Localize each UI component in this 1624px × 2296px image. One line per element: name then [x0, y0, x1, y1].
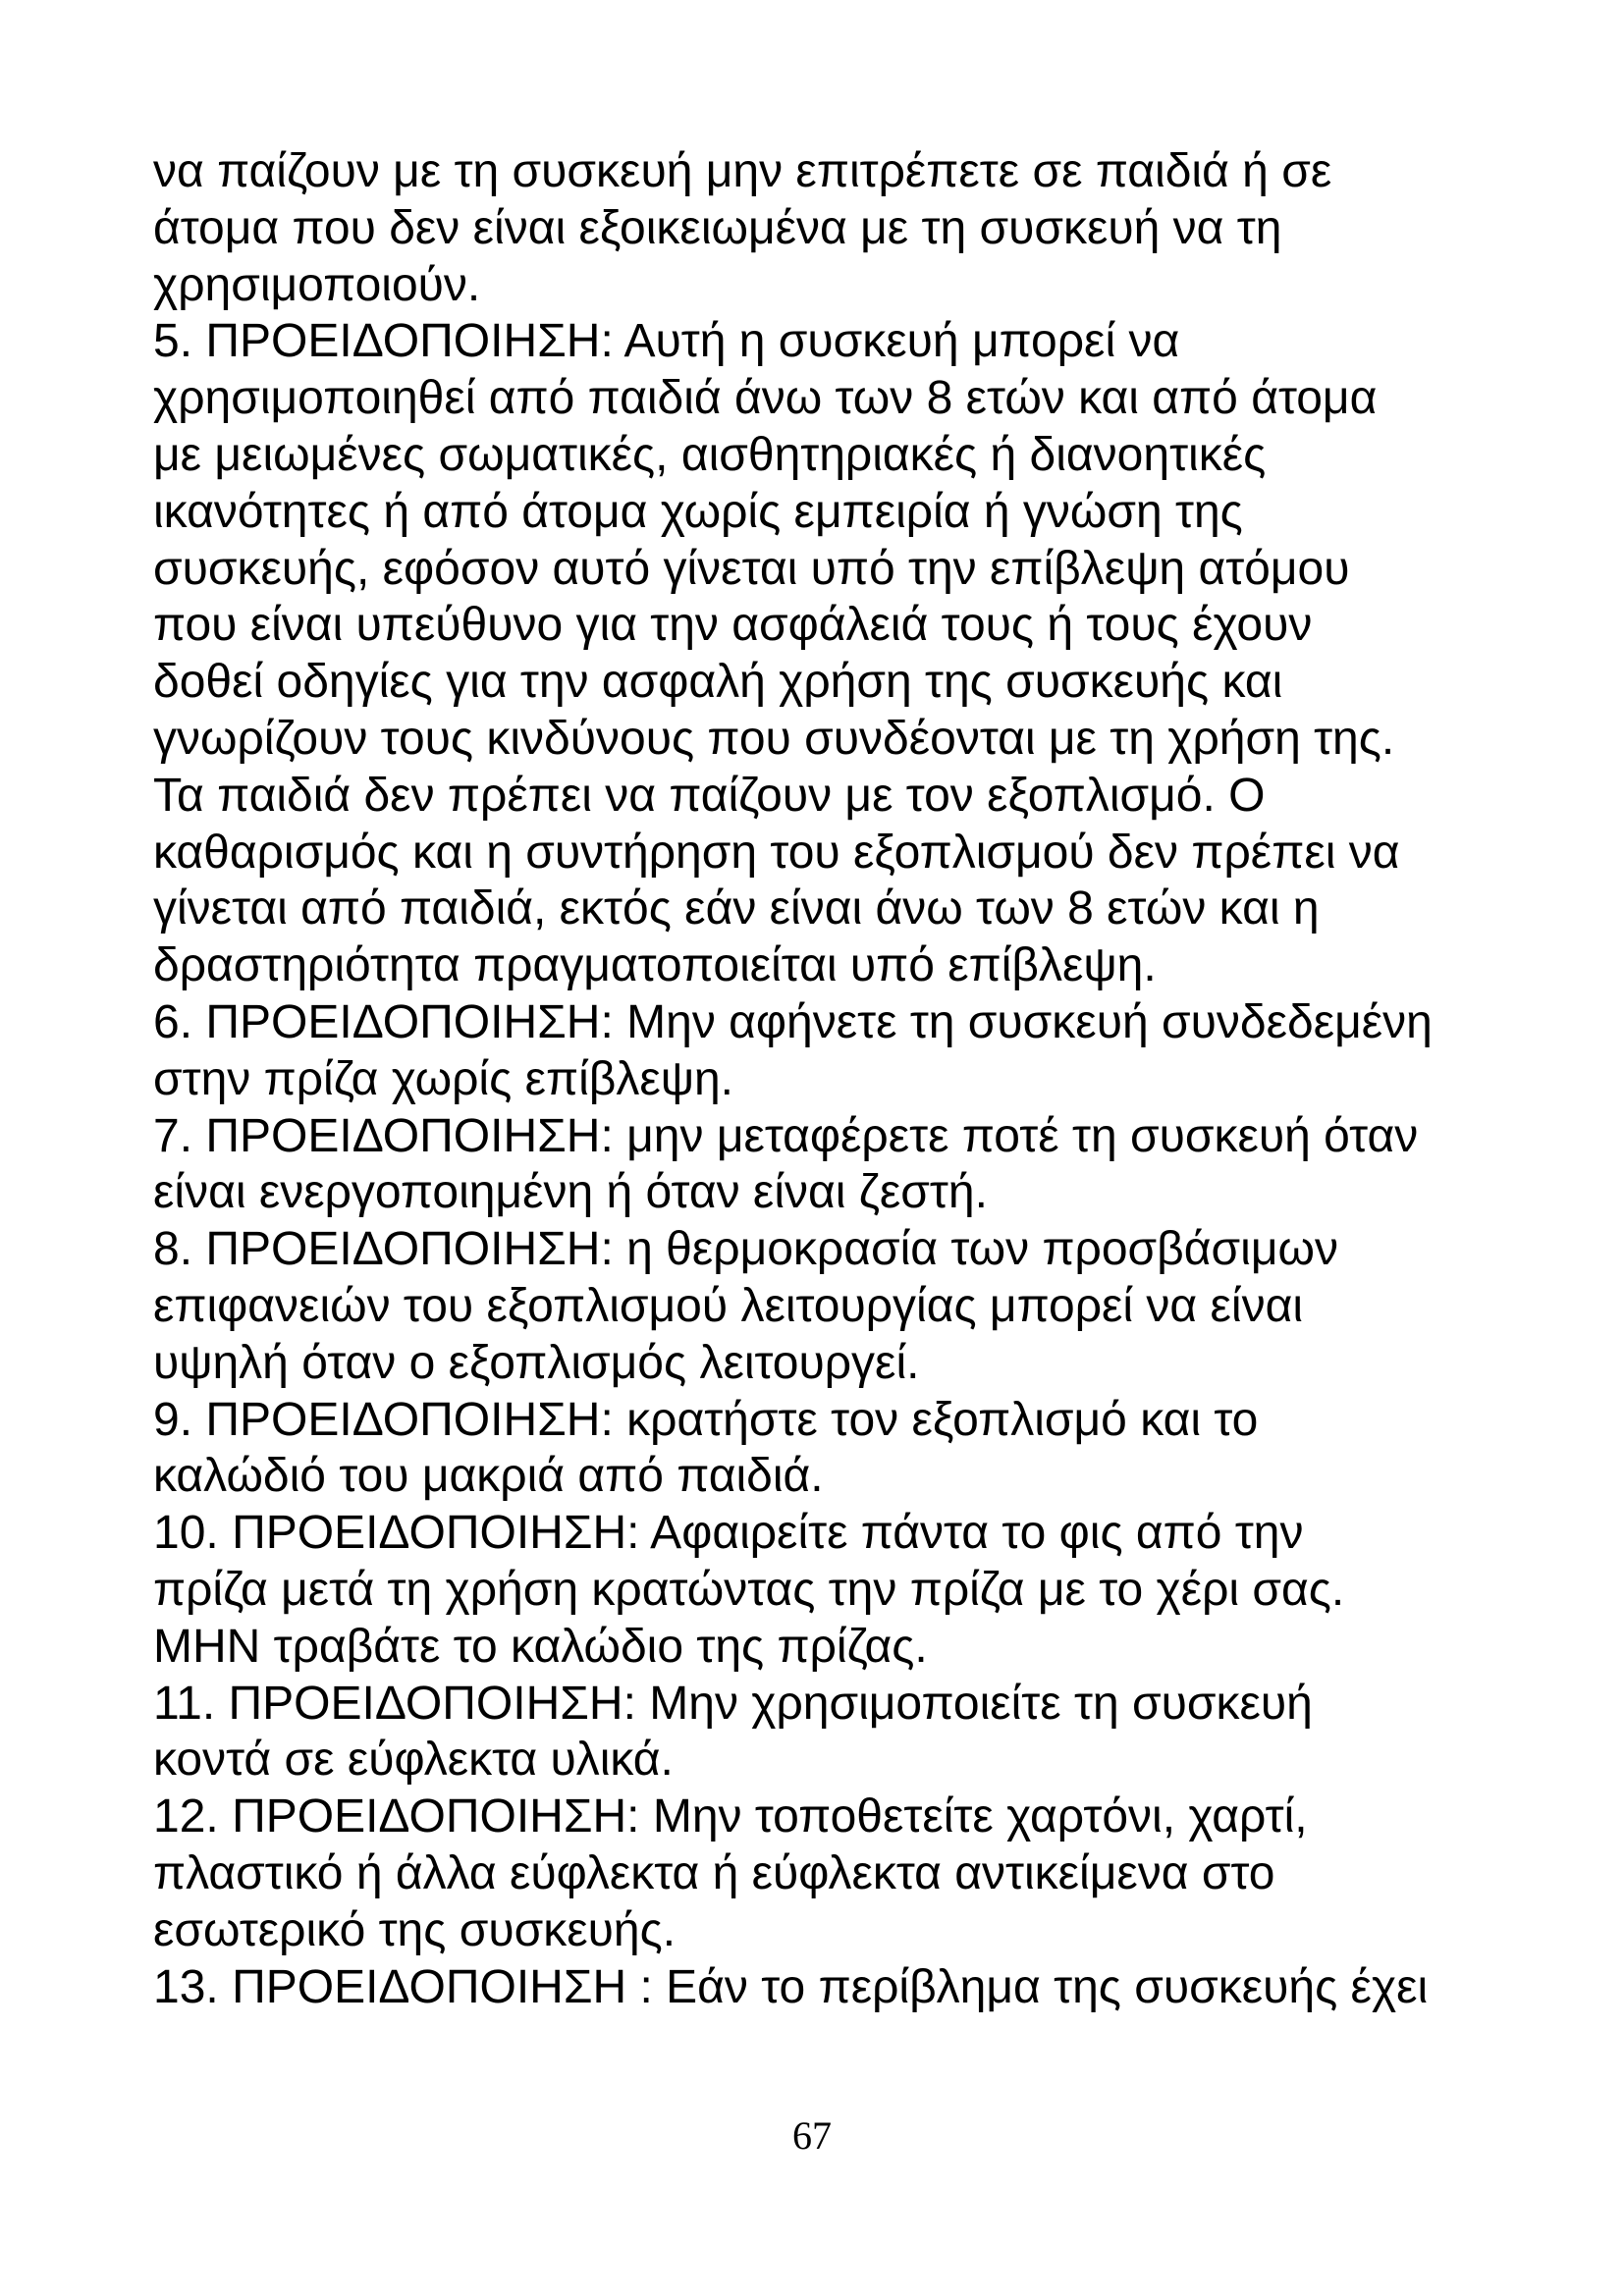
text-line: στην πρίζα χωρίς επίβλεψη. — [153, 1052, 733, 1105]
text-line: επιφανειών του εξοπλισμού λειτουργίας μπορεί να είναι — [153, 1279, 1303, 1332]
text-line: κοντά σε εύφλεκτα υλικά. — [153, 1734, 674, 1787]
warning-5-heading-line: 5. ΠΡΟΕΙΔΟΠΟΙΗΣΗ: Αυτή η συσκευή μπορεί να — [153, 315, 1180, 368]
warning-12-heading-line: 12. ΠΡΟΕΙΔΟΠΟΙΗΣΗ: Μην τοποθετείτε χαρτόνι, χαρτί, — [153, 1790, 1308, 1843]
text-line: που είναι υπεύθυνο για την ασφάλειά τους ή τους έχουν — [153, 599, 1313, 652]
text-line: εσωτερικό της συσκευής. — [153, 1903, 677, 1956]
text-line: χρησιμοποιούν. — [153, 258, 481, 311]
text-line: καλώδιό του μακριά από παιδιά. — [153, 1450, 824, 1503]
page-number: 67 — [792, 2113, 832, 2158]
text-line: συσκευής, εφόσον αυτό γίνεται υπό την επίβλεψη ατόμου — [153, 542, 1350, 595]
text-line: είναι ενεργοποιημένη ή όταν είναι ζεστή. — [153, 1166, 988, 1219]
warning-13-heading-line: 13. ΠΡΟΕΙΔΟΠΟΙΗΣΗ : Εάν το περίβλημα της συσκευής έχει — [153, 1960, 1429, 2013]
text-line: πρίζα μετά τη χρήση κρατώντας την πρίζα με το χέρι σας. — [153, 1563, 1345, 1616]
warning-7-heading-line: 7. ΠΡΟΕΙΔΟΠΟΙΗΣΗ: μην μεταφέρετε ποτέ τη συσκευή όταν — [153, 1109, 1419, 1162]
text-line: πλαστικό ή άλλα εύφλεκτα ή εύφλεκτα αντικείμενα στο — [153, 1846, 1275, 1899]
warning-9-heading-line: 9. ΠΡΟΕΙΔΟΠΟΙΗΣΗ: κρατήστε τον εξοπλισμό και το — [153, 1393, 1259, 1446]
text-line: δοθεί οδηγίες για την ασφαλή χρήση της συσκευής και — [153, 656, 1283, 709]
text-line: άτομα που δεν είναι εξοικειωμένα με τη συσκευή να τη — [153, 201, 1282, 254]
text-line: ικανότητες ή από άτομα χωρίς εμπειρία ή γνώση της — [153, 485, 1243, 538]
text-line: υψηλή όταν ο εξοπλισμός λειτουργεί. — [153, 1336, 920, 1389]
body-text — [153, 143, 1547, 2015]
text-line: γνωρίζουν τους κινδύνους που συνδέονται με τη χρήση της. — [153, 712, 1395, 765]
warning-8-heading-line: 8. ΠΡΟΕΙΔΟΠΟΙΗΣΗ: η θερμοκρασία των προσβάσιμων — [153, 1223, 1338, 1276]
warning-6-heading-line: 6. ΠΡΟΕΙΔΟΠΟΙΗΣΗ: Μην αφήνετε τη συσκευή συνδεδεμένη — [153, 995, 1433, 1048]
text-line: γίνεται από παιδιά, εκτός εάν είναι άνω των 8 ετών και η — [153, 882, 1320, 935]
text-line: ΜΗΝ τραβάτε το καλώδιο της πρίζας. — [153, 1620, 928, 1673]
text-line: δραστηριότητα πραγματοποιείται υπό επίβλεψη. — [153, 939, 1157, 992]
text-line: με μειωμένες σωματικές, αισθητηριακές ή διανοητικές — [153, 428, 1267, 481]
warning-10-heading-line: 10. ΠΡΟΕΙΔΟΠΟΙΗΣΗ: Αφαιρείτε πάντα το φις από την — [153, 1507, 1304, 1560]
text-line: Τα παιδιά δεν πρέπει να παίζουν με τον εξοπλισμό. Ο — [153, 769, 1266, 822]
text-line: χρησιμοποιηθεί από παιδιά άνω των 8 ετών και από άτομα — [153, 372, 1378, 425]
warning-11-heading-line: 11. ΠΡΟΕΙΔΟΠΟΙΗΣΗ: Μην χρησιμοποιείτε τη συσκευή — [153, 1677, 1313, 1730]
text-line: καθαρισμός και η συντήρηση του εξοπλισμού δεν πρέπει να — [153, 826, 1400, 879]
text-line: να παίζουν με τη συσκευή μην επιτρέπετε σε παιδιά ή σε — [153, 145, 1332, 197]
